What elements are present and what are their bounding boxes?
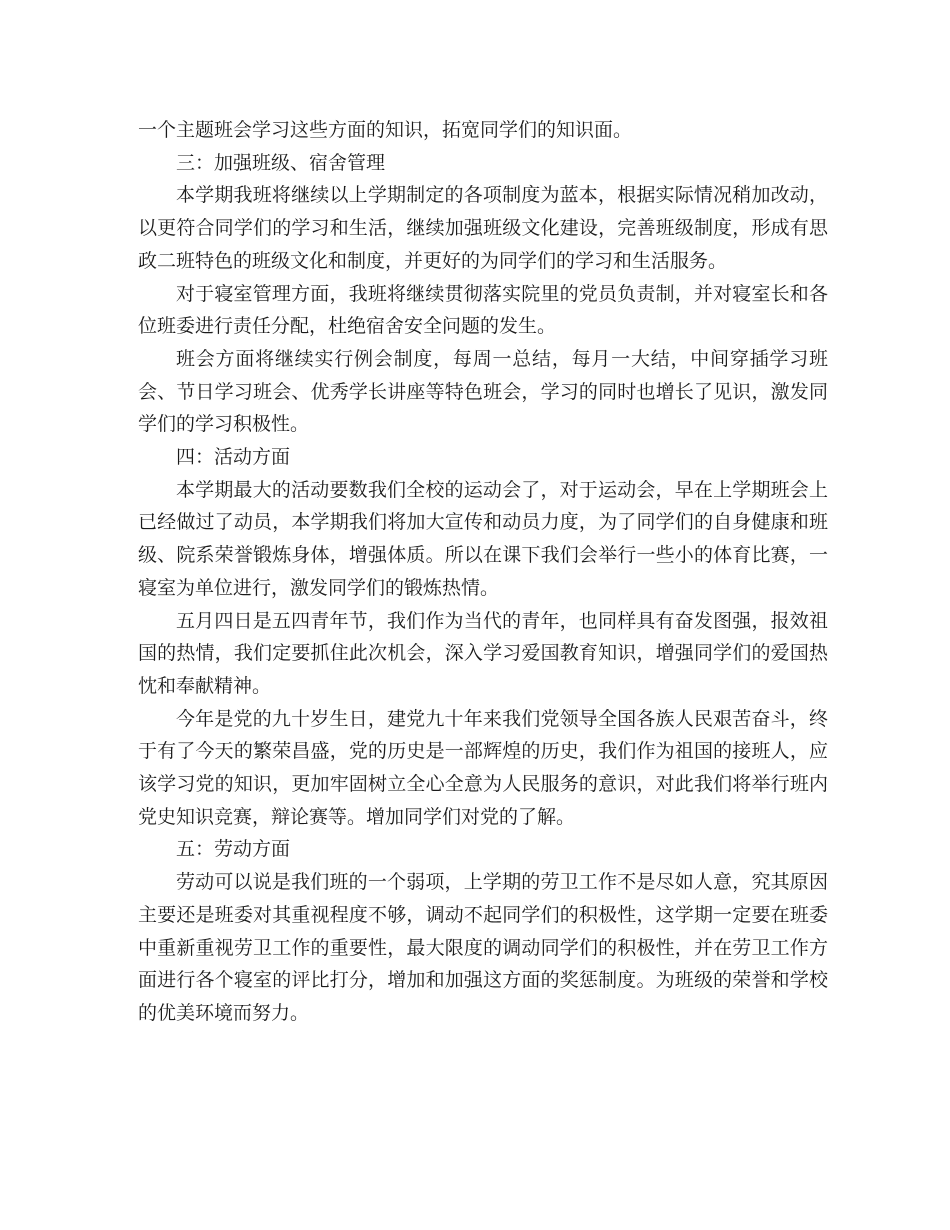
paragraph: 本学期最大的活动要数我们全校的运动会了，对于运动会，早在上学期班会上已经做过了动员，本学期我们将加大宣传和动员力度，为了同学们的自身健康和班级、院系荣誉锻炼身体，增强体质。所以在课下我们会举行一些小的体育比赛，一寝室为单位进行，激发同学们的锻炼热情。 [138, 478, 828, 599]
paragraph: 本学期我班将继续以上学期制定的各项制度为蓝本，根据实际情况稍加改动，以更符合同学们的学习和生活，继续加强班级文化建设，完善班级制度，形成有思政二班特色的班级文化和制度，并更好的为同学们的学习和生活服务。 [138, 184, 828, 272]
paragraph: 五月四日是五四青年节，我们作为当代的青年，也同样具有奋发图强，报效祖国的热情，我们定要抓住此次机会，深入学习爱国教育知识，增强同学们的爱国热忱和奉献精神。 [138, 609, 828, 697]
paragraph: 一个主题班会学习这些方面的知识，拓宽同学们的知识面。 [138, 119, 633, 141]
paragraph: 今年是党的九十岁生日，建党九十年来我们党领导全国各族人民艰苦奋斗，终于有了今天的繁荣昌盛，党的历史是一部辉煌的历史，我们作为祖国的接班人，应该学习党的知识，更加牢固树立全心全意为人民服务的意识，对此我们将举行班内党史知识竞赛，辩论赛等。增加同学们对党的了解。 [138, 707, 828, 828]
paragraph: 班会方面将继续实行例会制度，每周一总结，每月一大结，中间穿插学习班会、节日学习班会、优秀学长讲座等特色班会，学习的同时也增长了见识，激发同学们的学习积极性。 [138, 347, 828, 436]
section-heading: 三：加强班级、宿舍管理 [176, 151, 386, 174]
document-body [138, 114, 828, 1030]
paragraph: 劳动可以说是我们班的一个弱项，上学期的劳卫工作不是尽如人意，究其原因主要还是班委对其重视程度不够，调动不起同学们的积极性，这学期一定要在班委中重新重视劳卫工作的重要性，最大限度的调动同学们的积极性，并在劳卫工作方面进行各个寝室的评比打分，增加和加强这方面的奖惩制度。为班级的荣誉和学校的优美环境而努力。 [138, 871, 828, 1024]
section-heading: 五：劳动方面 [176, 838, 291, 861]
section-heading: 四：活动方面 [176, 446, 291, 469]
paragraph: 对于寝室管理方面，我班将继续贯彻落实院里的党员负责制，并对寝室长和各位班委进行责任分配，杜绝宿舍安全问题的发生。 [138, 282, 828, 338]
